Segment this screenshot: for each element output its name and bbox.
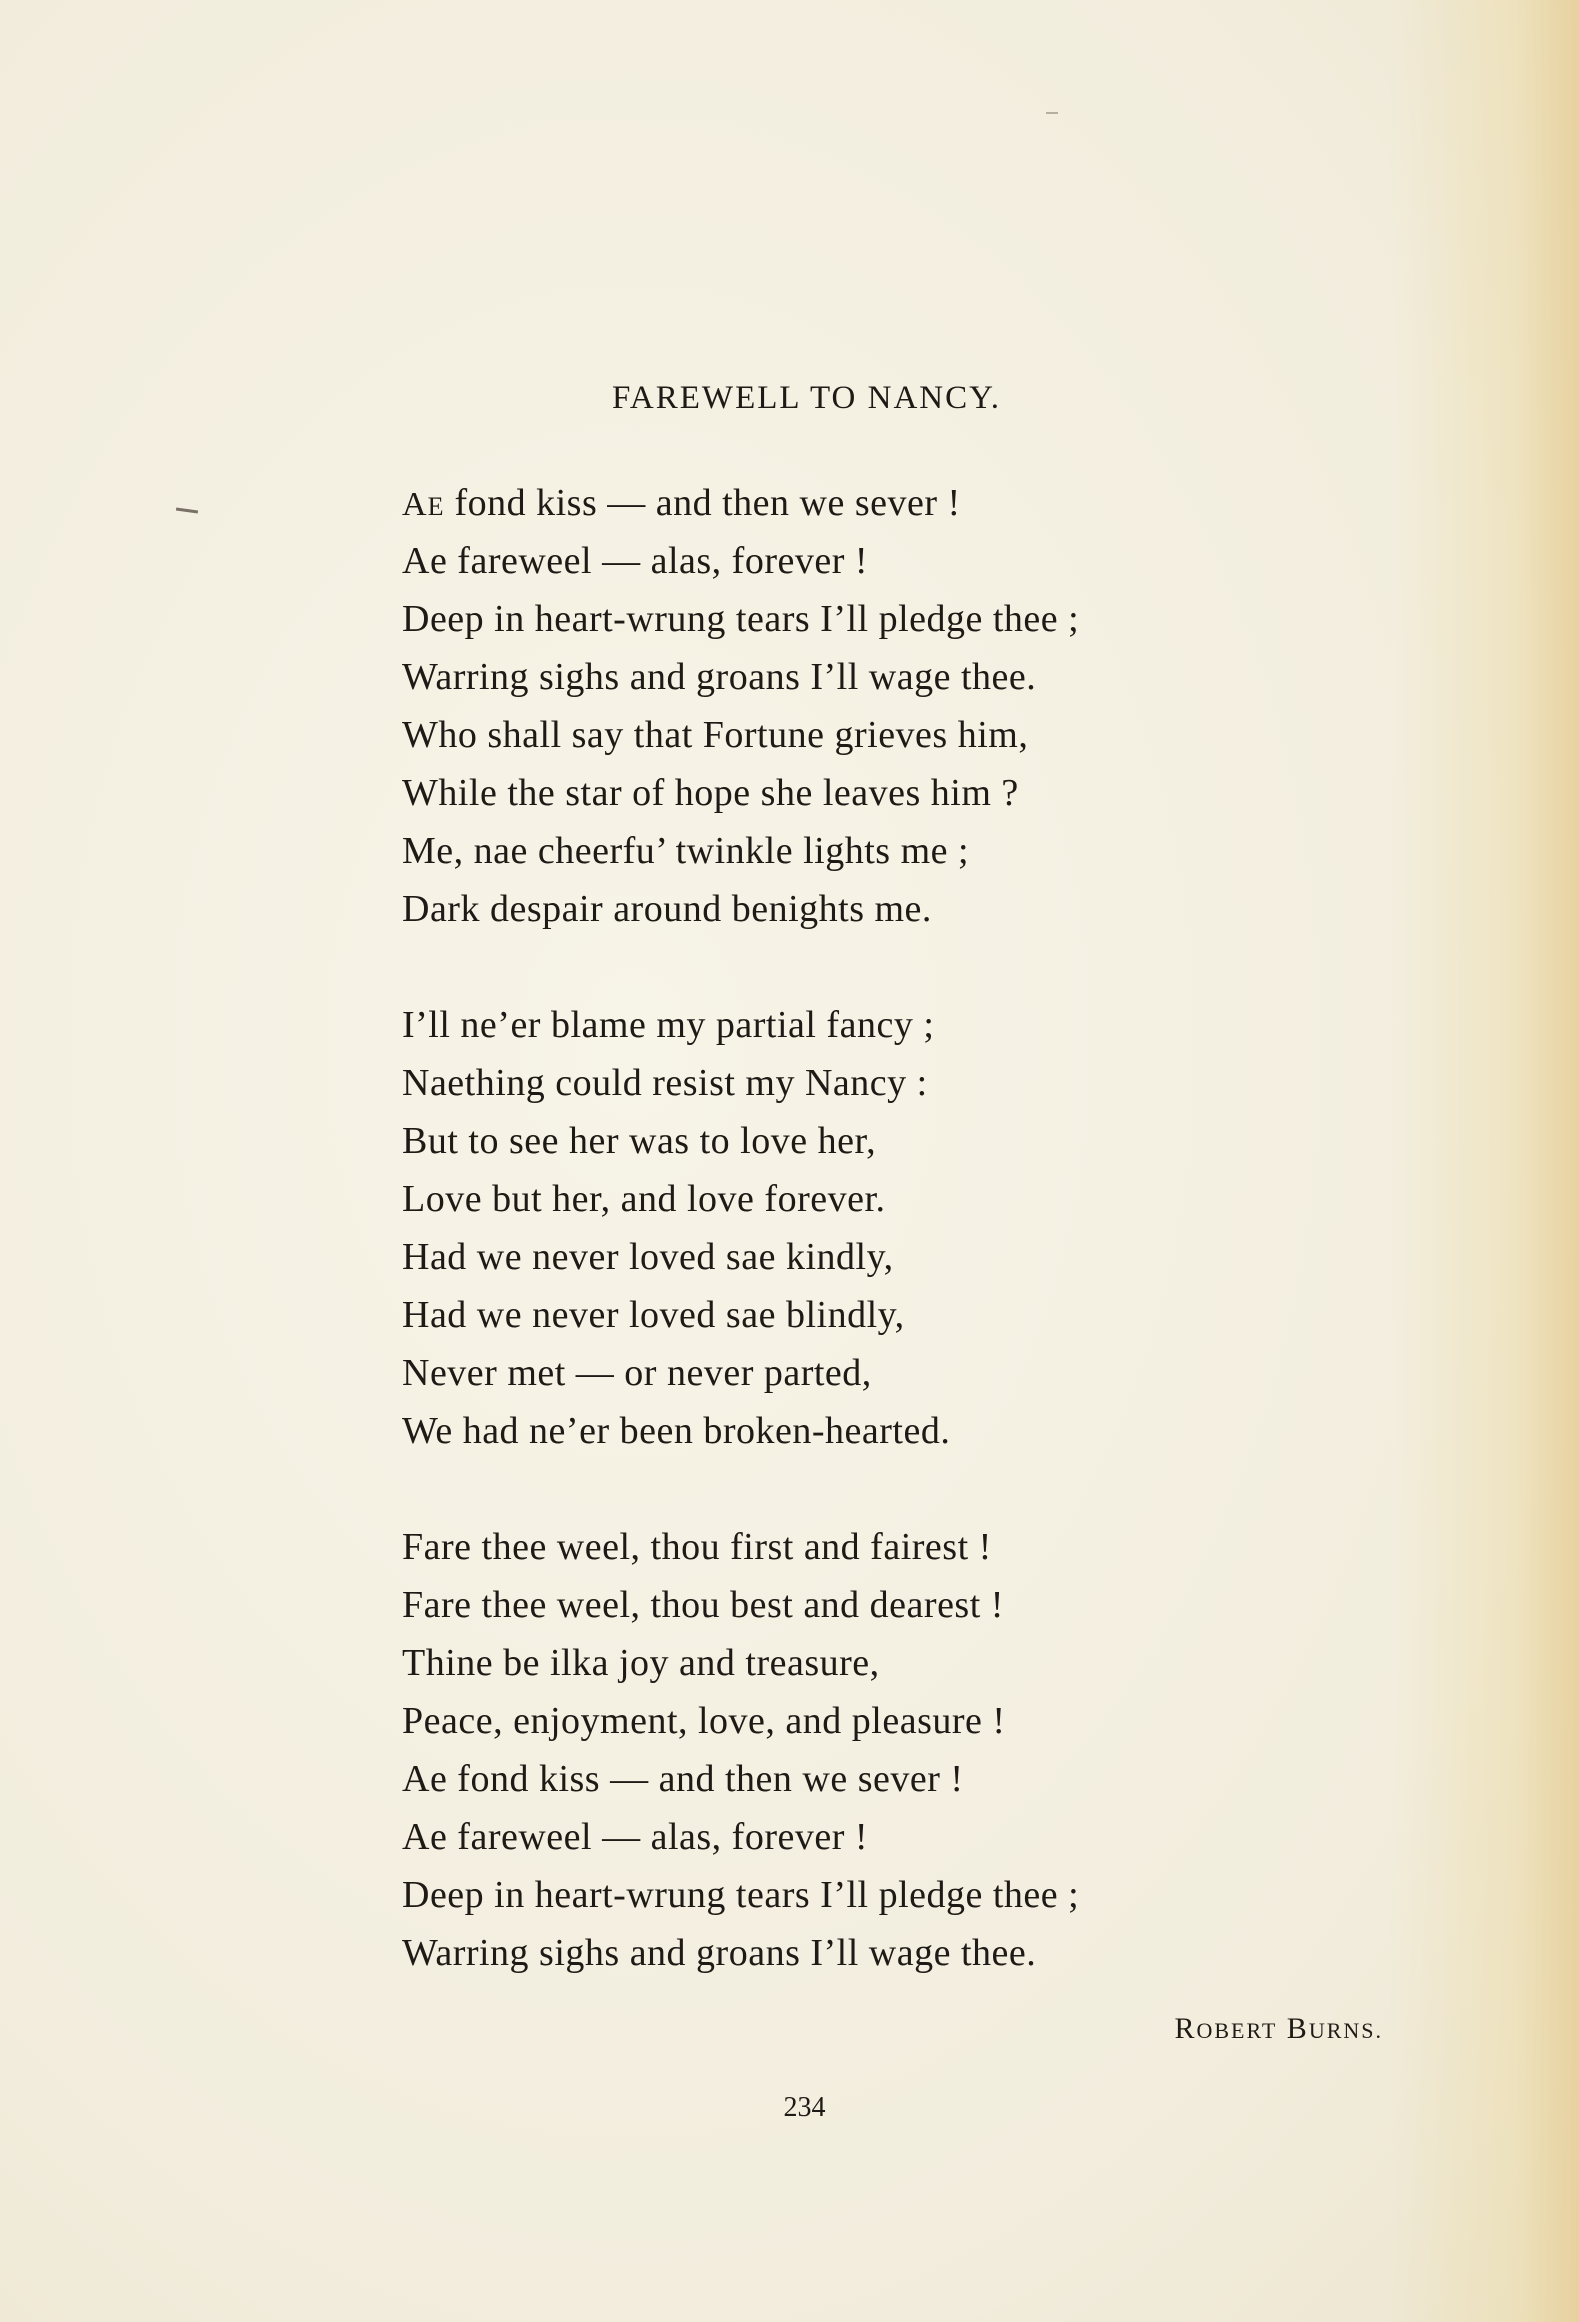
opening-small-caps: E <box>427 492 445 521</box>
poem-line: Had we never loved sae blindly, <box>402 1294 905 1336</box>
poem-line: But to see her was to love her, <box>402 1120 877 1162</box>
author-last-initial: B <box>1286 2012 1309 2045</box>
poem-line: Love but her, and love forever. <box>402 1178 886 1220</box>
poem-line: Me, nae cheerfu’ twinkle lights me ; <box>402 830 970 872</box>
poem-line: Dark despair around benights me. <box>402 888 932 930</box>
margin-dash-mark <box>176 507 198 513</box>
poem-line: Warring sighs and groans I’ll wage thee. <box>402 656 1037 698</box>
opening-initial: A <box>402 486 428 523</box>
poem-line: Deep in heart-wrung tears I’ll pledge thee ; <box>402 1874 1080 1916</box>
poem-line: Ae fareweel — alas, forever ! <box>402 540 869 582</box>
poem-line: Never met — or never parted, <box>402 1352 872 1394</box>
author-first-rest: OBERT <box>1196 2018 1278 2043</box>
stanza-1 <box>402 474 1302 938</box>
stanza-3 <box>402 1518 1302 1982</box>
poem-line: While the star of hope she leaves him ? <box>402 772 1019 814</box>
poem-line: Naething could resist my Nancy : <box>402 1062 928 1104</box>
poem-title: FAREWELL TO NANCY. <box>612 380 1001 416</box>
poem-line: Who shall say that Fortune grieves him, <box>402 714 1029 756</box>
poem-line <box>402 474 1302 532</box>
poem-line: Deep in heart-wrung tears I’ll pledge thee ; <box>402 598 1080 640</box>
poem-line: Ae fareweel — alas, forever ! <box>402 1816 869 1858</box>
author-first-initial: R <box>1174 2012 1197 2045</box>
printer-mark <box>1046 112 1058 114</box>
poem-line: Ae fond kiss — and then we sever ! <box>402 1758 964 1800</box>
page-number: 234 <box>783 2092 826 2123</box>
author-last-rest: URNS. <box>1308 2018 1383 2043</box>
poem-line: I’ll ne’er blame my partial fancy ; <box>402 1004 935 1046</box>
poem-line: Thine be ilka joy and treasure, <box>402 1642 880 1684</box>
opening-word <box>402 486 444 523</box>
poem-line: Peace, enjoyment, love, and pleasure ! <box>402 1700 1006 1742</box>
stanza-2 <box>402 996 1302 1460</box>
poem-body <box>402 474 1302 1982</box>
poem-line: We had ne’er been broken-hearted. <box>402 1410 951 1452</box>
poem-line: Fare thee weel, thou best and dearest ! <box>402 1584 1004 1626</box>
poem-line-text: fond kiss — and then we sever ! <box>444 482 961 524</box>
author-attribution <box>1174 2012 1383 2046</box>
poem-line: Warring sighs and groans I’ll wage thee. <box>402 1932 1037 1974</box>
poem-line: Fare thee weel, thou first and fairest ! <box>402 1526 992 1568</box>
poem-line: Had we never loved sae kindly, <box>402 1236 894 1278</box>
